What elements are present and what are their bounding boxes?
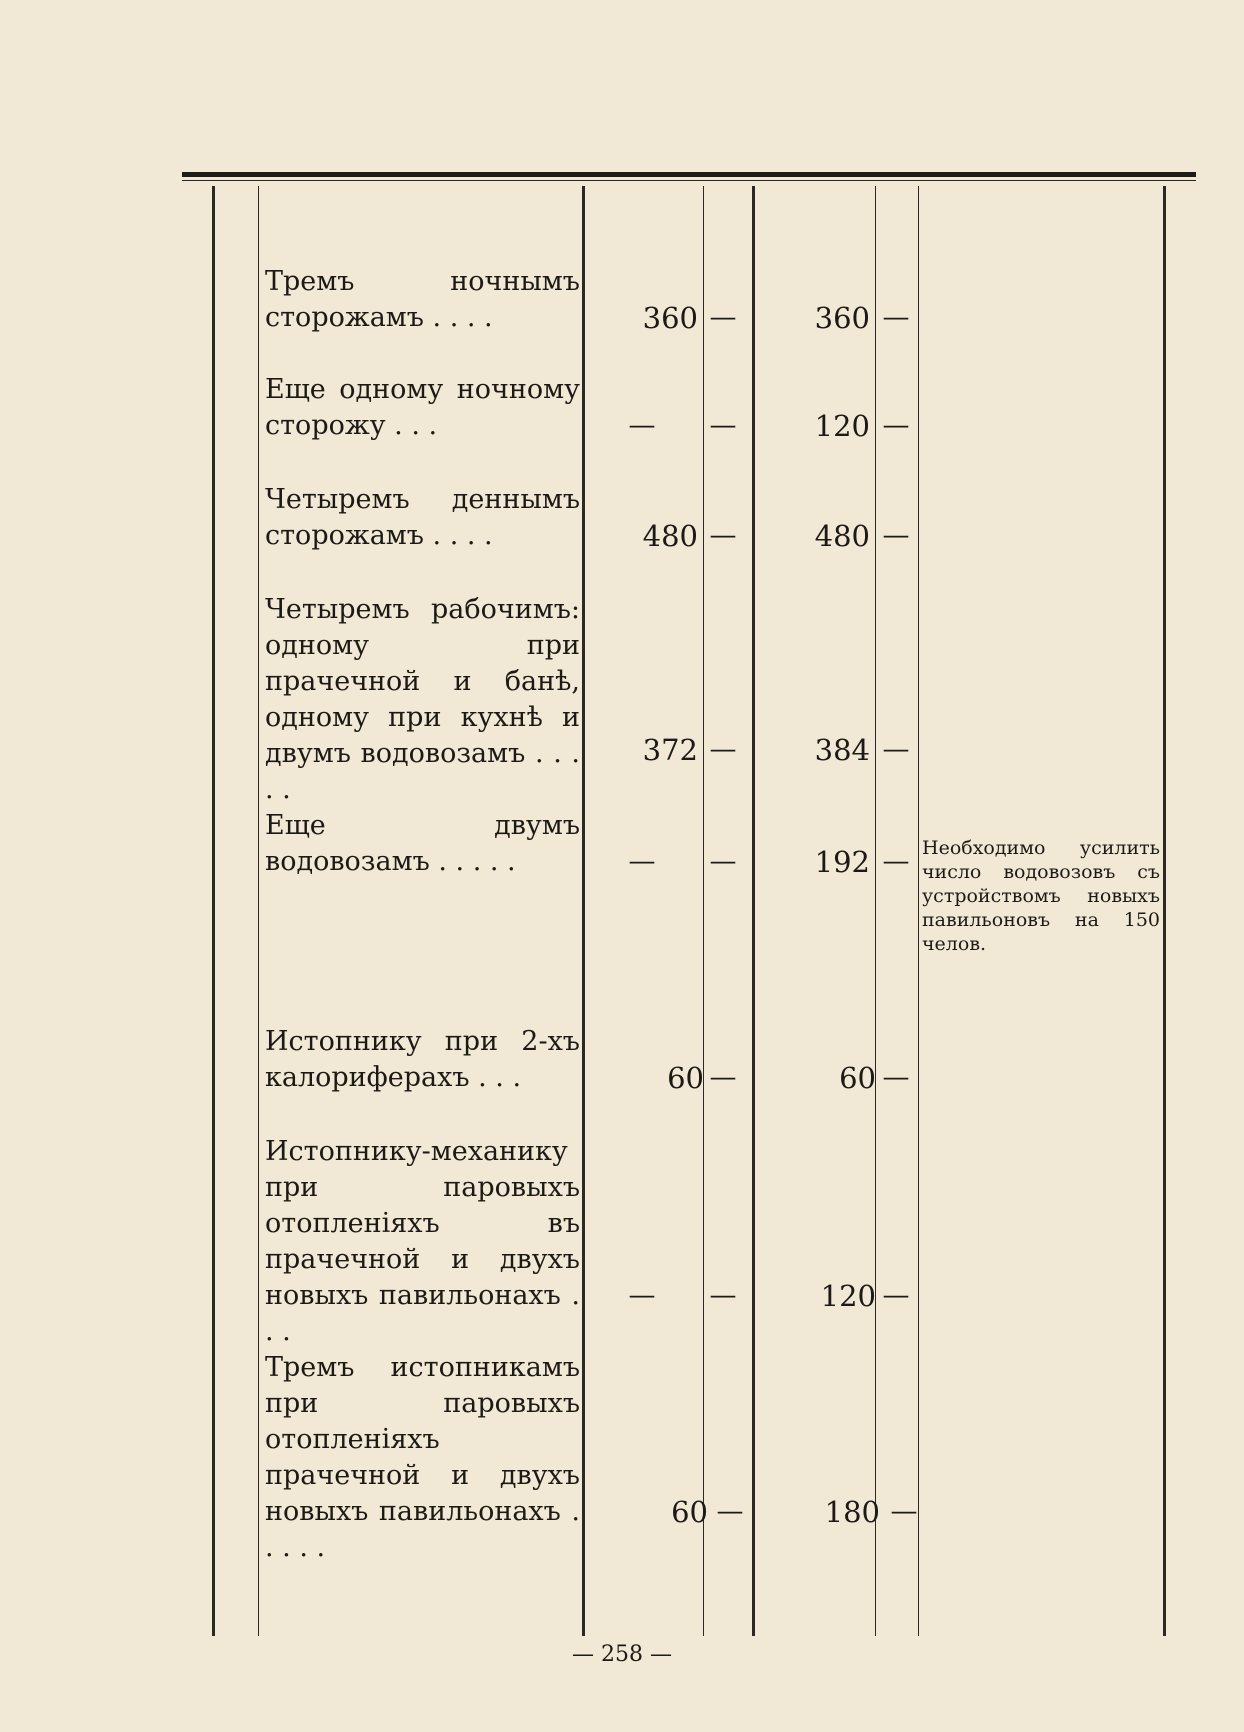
amount-col2-kopecks: —	[882, 302, 910, 333]
column-rule	[918, 186, 919, 1636]
amount-col2: 480	[814, 519, 870, 553]
row-label: Четыремъ рабочимъ: одному при прачечной и банѣ, одному при кухнѣ и двумъ водовозамъ . . . . .	[265, 594, 580, 805]
row-label: Тремъ истопникамъ при паровыхъ отопленіяхъ прачечной и двухъ новыхъ павильонахъ . . . . .	[265, 1352, 580, 1563]
amount-col1: —	[628, 846, 656, 877]
amount-col2: 192	[814, 845, 870, 879]
top-rule-thin	[182, 180, 1196, 181]
column-rule	[582, 186, 585, 1636]
column-rule	[258, 186, 259, 1636]
amount-col1: 372	[642, 733, 698, 767]
remark-note: Необходимо усилить число водовозовъ съ устройствомъ новыхъ павильоновъ на 150 челов.	[922, 837, 1160, 955]
amount-col2-kopecks: —	[882, 1280, 910, 1311]
page-number-value: 258	[601, 1642, 643, 1667]
amount-col1: 360	[642, 301, 698, 335]
amount-col1: —	[628, 1280, 656, 1311]
amount-col1-kopecks: —	[716, 1496, 744, 1527]
amount-col2-kopecks: —	[882, 520, 910, 551]
column-rule	[875, 186, 876, 1636]
row-label: Четыремъ деннымъ сторожамъ . . . .	[265, 484, 580, 551]
amount-col2: 360	[814, 301, 870, 335]
amount-col1: —	[628, 410, 656, 441]
amount-col1: 480	[642, 519, 698, 553]
amount-col2: 120	[820, 1279, 876, 1313]
amount-col1-kopecks: —	[709, 410, 737, 441]
amount-col2: 180	[824, 1495, 880, 1529]
amount-col2-kopecks: —	[882, 1062, 910, 1093]
column-rule	[212, 186, 215, 1636]
amount-col1: 60	[667, 1061, 704, 1095]
row-label: Истопнику-механику при паровыхъ отопленіяхъ въ прачечной и двухъ новыхъ павильонахъ . . .	[265, 1136, 580, 1347]
row-label: Еще одному ночному сторожу . . .	[265, 374, 580, 441]
amount-col2-kopecks: —	[882, 846, 910, 877]
amount-col2-kopecks: —	[882, 734, 910, 765]
amount-col1-kopecks: —	[709, 734, 737, 765]
column-rule	[752, 186, 755, 1636]
amount-col2: 60	[839, 1061, 876, 1095]
page-number: — 258 —	[572, 1642, 672, 1667]
amount-col2: 384	[814, 733, 870, 767]
row-label: Еще двумъ водовозамъ . . . . .	[265, 810, 580, 877]
amount-col1-kopecks: —	[709, 1062, 737, 1093]
row-label: Истопнику при 2-хъ калориферахъ . . .	[265, 1026, 580, 1093]
column-rule	[1163, 186, 1166, 1636]
amount-col2-kopecks: —	[890, 1496, 918, 1527]
top-rule	[182, 172, 1196, 177]
column-rule	[703, 186, 704, 1636]
amount-col1-kopecks: —	[709, 302, 737, 333]
amount-col1-kopecks: —	[709, 1280, 737, 1311]
amount-col1: 60	[671, 1495, 708, 1529]
amount-col1-kopecks: —	[709, 846, 737, 877]
amount-col2-kopecks: —	[882, 410, 910, 441]
row-label: Тремъ ночнымъ сторожамъ . . . .	[265, 266, 580, 333]
amount-col1-kopecks: —	[709, 520, 737, 551]
amount-col2: 120	[814, 409, 870, 443]
